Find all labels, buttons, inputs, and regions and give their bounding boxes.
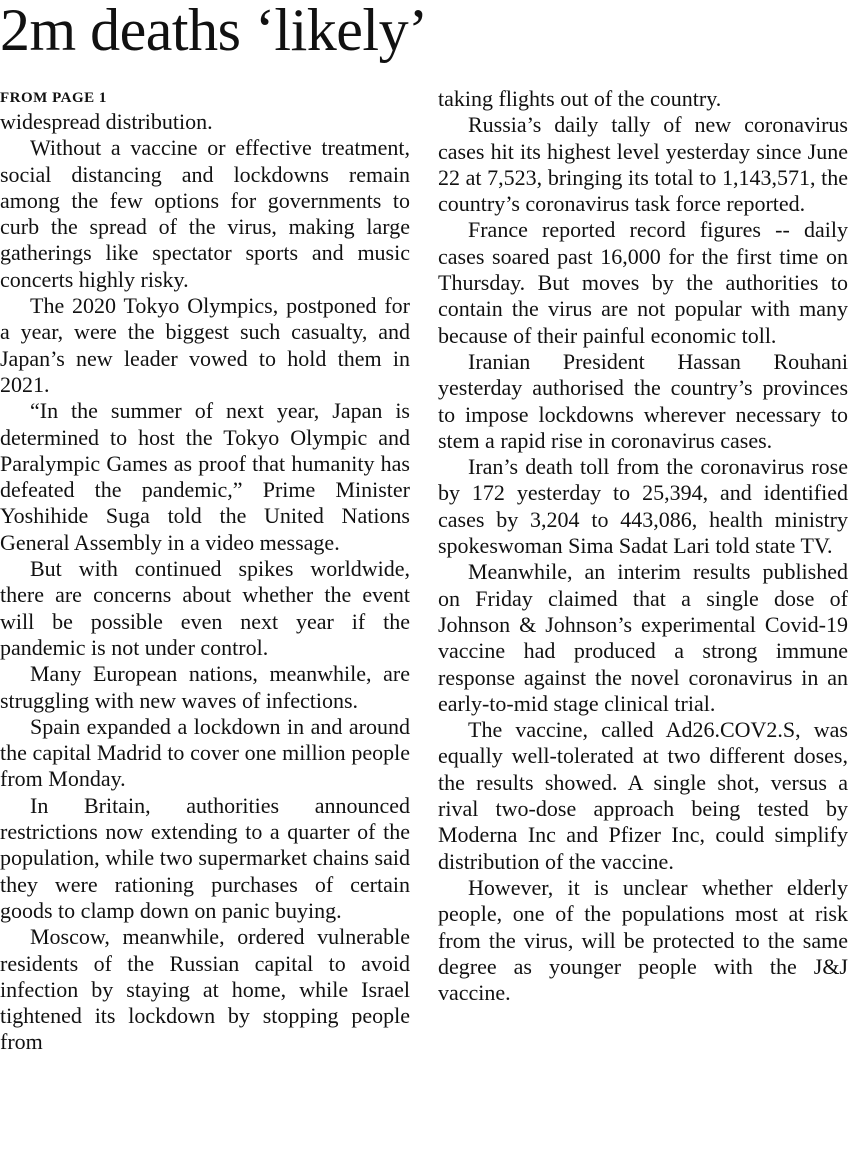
paragraph: Moscow, meanwhile, ordered vulnerable residents of the Russian capital to avoid infection by staying at home, while Israel tightened its lockdown by stopping people from <box>0 924 410 1055</box>
paragraph: Without a vaccine or effective treatment, social distancing and lockdowns remain among the few options for governments to curb the spread of the virus, making large gatherings like spectator sports and music concerts highly risky. <box>0 135 410 292</box>
paragraph: Iran’s death toll from the coronavirus rose by 172 yesterday to 25,394, and identified cases by 3,204 to 443,086, health ministry spokeswoman Sima Sadat Lari told state TV. <box>438 454 848 559</box>
paragraph: However, it is unclear whether elderly people, one of the populations most at risk from the virus, will be protected to the same degree as younger people with the J&J vaccine. <box>438 874 848 1006</box>
paragraph: France reported record figures -- daily cases soared past 16,000 for the first time on Thursday. But moves by the authorities to contain the virus are not popular with many because of their painful economic toll. <box>438 217 848 348</box>
article-column-right <box>438 86 848 1006</box>
paragraph: The vaccine, called Ad26.COV2.S, was equally well-tolerated at two different doses, the results showed. A single shot, versus a rival two-dose approach being tested by Moderna Inc and Pfizer Inc, could simplify distribution of the vaccine. <box>438 717 848 874</box>
paragraph: Iranian President Hassan Rouhani yesterday authorised the country’s provinces to impose lockdowns wherever necessary to stem a rapid rise in coronavirus cases. <box>438 348 848 453</box>
paragraph: “In the summer of next year, Japan is determined to host the Tokyo Olympic and Paralympic Games as proof that humanity has defeated the pandemic,” Prime Minister Yoshihide Suga told the United Nations General Assembly in a video message. <box>0 398 410 555</box>
paragraph: In Britain, authorities announced restrictions now extending to a quarter of the population, while two supermarket chains said they were rationing purchases of certain goods to clamp down on panic buying. <box>0 792 410 923</box>
paragraph: Spain expanded a lockdown in and around the capital Madrid to cover one million people from Monday. <box>0 713 410 792</box>
paragraph: Meanwhile, an interim results published on Friday claimed that a single dose of Johnson & Johnson’s experimental Covid-19 vaccine had produced a strong immune response against the novel coronavirus in an early-to-mid stage clinical trial. <box>438 559 848 716</box>
paragraph: widespread distribution. <box>0 109 213 134</box>
paragraph: taking flights out of the country. <box>438 86 722 111</box>
continuation-kicker: FROM PAGE 1 <box>0 90 107 106</box>
headline: 2m deaths ‘likely’ <box>0 0 428 63</box>
article-column-left <box>0 86 410 1056</box>
paragraph: But with continued spikes worldwide, there are concerns about whether the event will be possible even next year if the pandemic is not under control. <box>0 556 410 660</box>
paragraph: The 2020 Tokyo Olympics, postponed for a year, were the biggest such casualty, and Japan’s new leader vowed to hold them in 2021. <box>0 293 410 397</box>
paragraph: Many European nations, meanwhile, are struggling with new waves of infections. <box>0 661 410 713</box>
paragraph: Russia’s daily tally of new coronavirus cases hit its highest level yesterday since June 22 at 7,523, bringing its total to 1,143,571, the country’s coronavirus task force reported. <box>438 112 848 217</box>
